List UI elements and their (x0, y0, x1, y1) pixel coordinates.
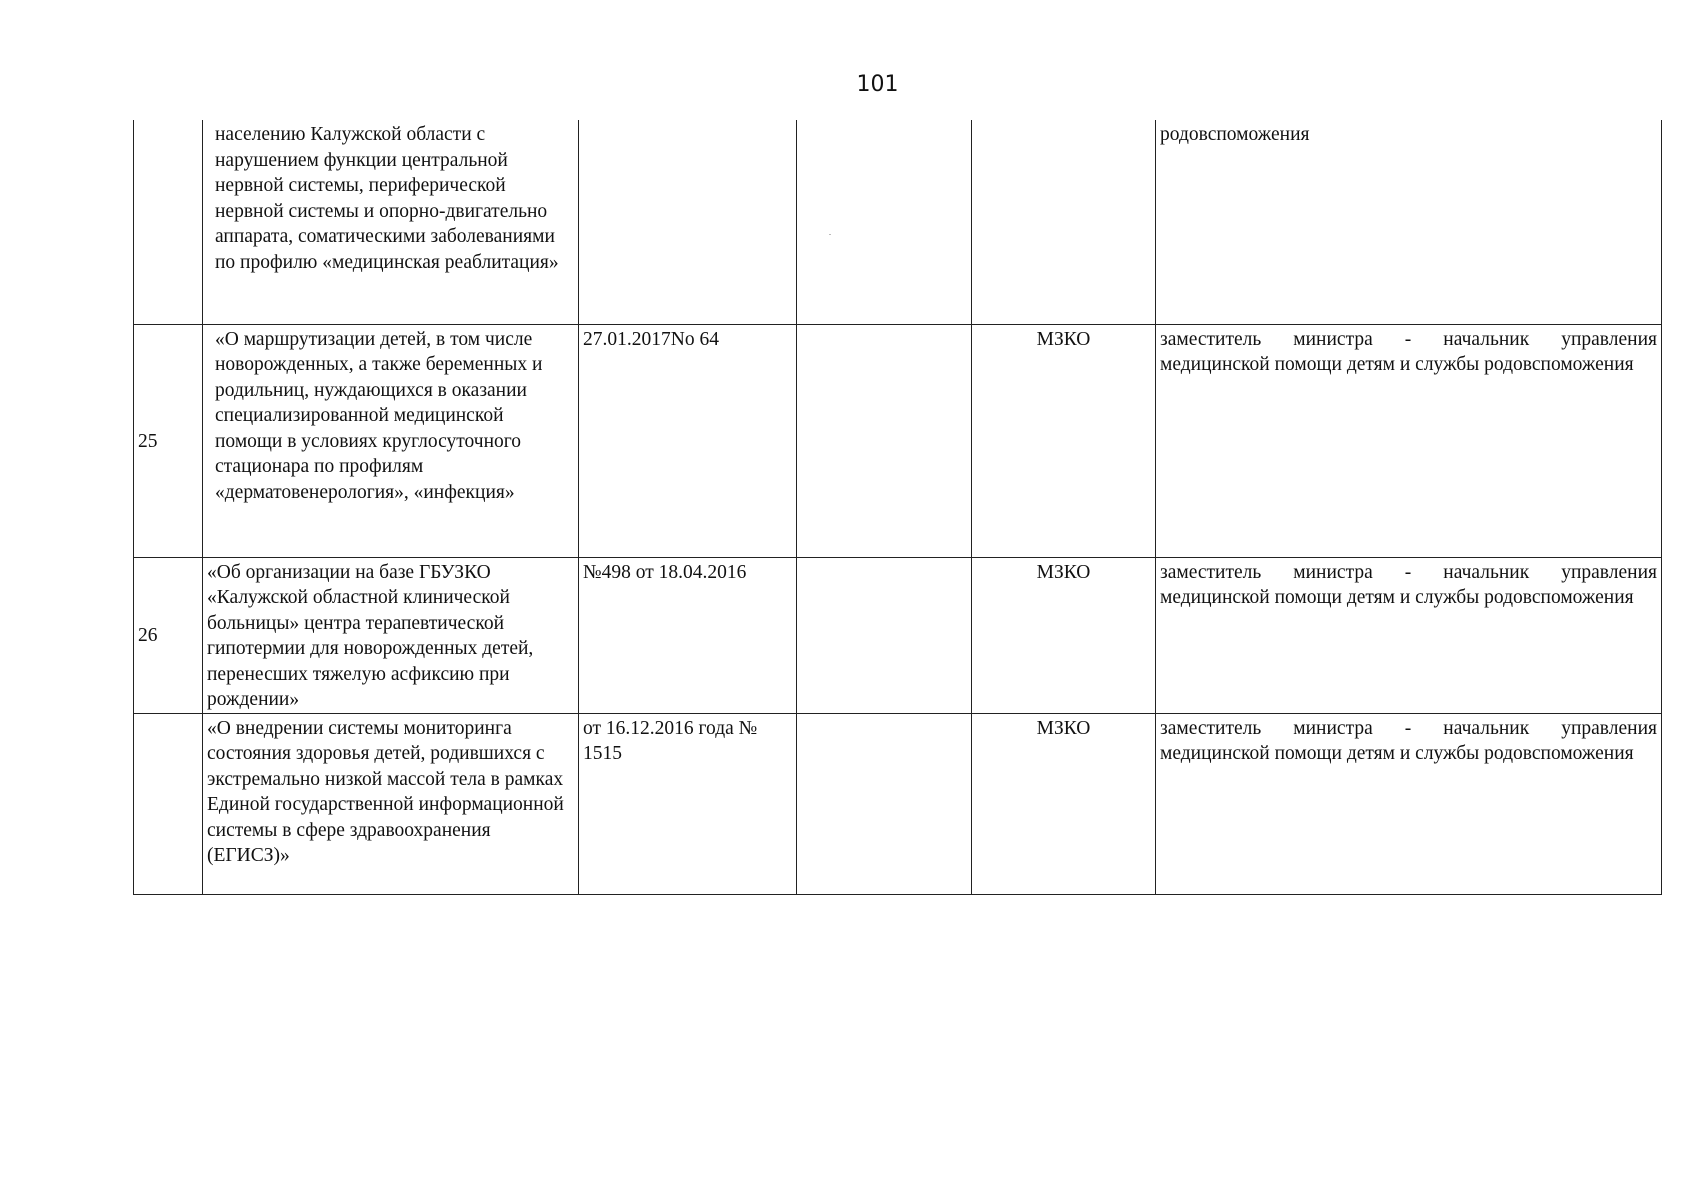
organization (972, 120, 1156, 324)
empty-cell (797, 713, 972, 894)
empty-cell (797, 324, 972, 557)
document-reference: №498 от 18.04.2016 (579, 557, 797, 713)
organization: МЗКО (972, 713, 1156, 894)
document-title: «О внедрении системы мониторинга состояния здоровья детей, родившихся с экстремально низкой массой тела в рамках Единой государственной информационной системы в сфере здравоохранения (ЕГИСЗ)» (203, 713, 579, 894)
document-table (133, 120, 1662, 895)
page-number: 101 (856, 72, 899, 97)
responsible-person: родовспоможения (1156, 120, 1662, 324)
document-reference: 27.01.2017No 64 (579, 324, 797, 557)
row-number (134, 120, 203, 324)
document-reference: от 16.12.2016 года № 1515 (579, 713, 797, 894)
table-row (134, 120, 1662, 324)
organization: МЗКО (972, 324, 1156, 557)
responsible-person: заместитель министра - начальник управления медицинской помощи детям и службы родовспоможения (1156, 713, 1662, 894)
empty-cell (797, 120, 972, 324)
empty-cell (797, 557, 972, 713)
table-row (134, 324, 1662, 557)
document-title: населению Калужской области с нарушением функции центральной нервной системы, периферической нервной системы и опорно-двигательно аппарата, соматическими заболеваниями по профилю «медицинская реаблитация» (203, 120, 579, 324)
responsible-person: заместитель министра - начальник управления медицинской помощи детям и службы родовспоможения (1156, 557, 1662, 713)
document-reference (579, 120, 797, 324)
row-number: 25 (134, 324, 203, 557)
table-row (134, 557, 1662, 713)
scan-artifact (829, 234, 831, 235)
document-title: «Об организации на базе ГБУЗКО «Калужской областной клинической больницы» центра терапевтической гипотермии для новорожденных детей, перенесших тяжелую асфиксию при рождении» (203, 557, 579, 713)
row-number: 26 (134, 557, 203, 713)
organization: МЗКО (972, 557, 1156, 713)
document-title: «О маршрутизации детей, в том числе новорожденных, а также беременных и родильниц, нуждающихся в оказании специализированной медицинской помощи в условиях круглосуточного стационара по профилям «дерматовенерология», «инфекция» (203, 324, 579, 557)
row-number (134, 713, 203, 894)
responsible-person: заместитель министра - начальник управления медицинской помощи детям и службы родовспоможения (1156, 324, 1662, 557)
table-row (134, 713, 1662, 894)
